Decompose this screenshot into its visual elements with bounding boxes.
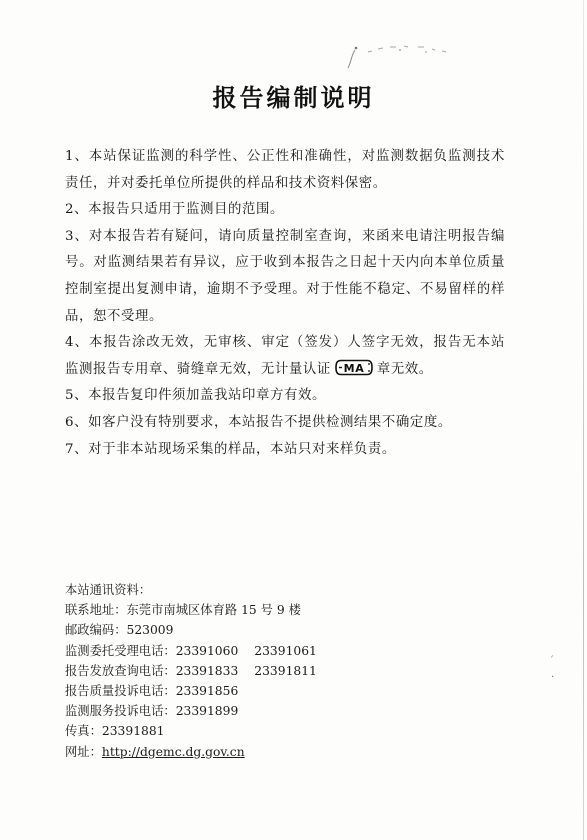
rule-item-4-text: 4、本报告涂改无效，无审核、审定（签发）人签字无效，报告无本站监测报告专用章、骑缝章无效，无计量认证 <box>65 335 505 377</box>
report-query-label: 报告发放查询电话： <box>65 663 176 678</box>
scan-edge-line <box>583 0 584 840</box>
postcode-label: 邮政编码： <box>65 623 127 638</box>
rule-item-7: 7、对于非本站现场采集的样品，本站只对来样负责。 <box>65 441 396 457</box>
scan-speck: ˊ <box>549 656 554 667</box>
address-value: 东莞市南城区体育路 15 号 9 楼 <box>126 603 301 618</box>
contact-quality-complaint-row <box>65 681 485 701</box>
commission-phone-2: 23391061 <box>254 643 317 658</box>
rule-item-3: 3、对本报告若有疑问，请向质量控制室查询，来函来电请注明报告编号。对监测结果若有异议，应于收到本报告之日起十天内向本单位质量控制室提出复测申请，逾期不予受理。对于性能不稳定、不易留样的样品，恕不受理。 <box>65 228 505 324</box>
report-query-phone-2: 23391811 <box>254 663 317 678</box>
rule-item-4-suffix: 章无效。 <box>376 361 433 377</box>
contact-commission-row <box>65 641 485 661</box>
scan-smudge-mark <box>338 38 468 78</box>
service-complaint-label: 监测服务投诉电话： <box>65 704 176 719</box>
quality-complaint-phone: 23391856 <box>175 684 239 699</box>
svg-text:MA: MA <box>343 361 365 375</box>
rule-item-4 <box>65 330 505 383</box>
fax-label: 传真： <box>65 724 102 739</box>
contact-address-row <box>65 600 485 620</box>
cma-certification-mark-icon <box>335 359 373 376</box>
page-title: 报告编制说明 <box>212 84 375 112</box>
rule-item-2: 2、本报告只适用于监测目的范围。 <box>65 202 284 218</box>
contact-report-query-row <box>65 661 485 681</box>
rules-list <box>65 144 505 463</box>
scan-speck: · <box>551 672 555 683</box>
contact-heading: 本站通讯资料： <box>65 583 152 597</box>
contact-fax-row <box>65 721 485 741</box>
rule-item-1: 1、本站保证监测的科学性、公正性和准确性，对监测数据负监测技术责任，并对委托单位所提供的样品和技术资料保密。 <box>65 149 505 191</box>
rule-item-5: 5、本报告复印件须加盖我站印章方有效。 <box>65 388 326 404</box>
contact-service-complaint-row <box>65 701 485 721</box>
service-complaint-phone: 23391899 <box>175 704 239 719</box>
contact-website-row <box>65 742 485 762</box>
contact-info <box>65 580 485 762</box>
postcode-value: 523009 <box>126 623 174 638</box>
fax-value: 23391881 <box>101 724 165 739</box>
commission-label: 监测委托受理电话： <box>65 643 176 658</box>
address-label: 联系地址： <box>65 603 127 618</box>
rule-item-6: 6、如客户没有特别要求，本站报告不提供检测结果不确定度。 <box>65 414 452 430</box>
commission-phone-1: 23391060 <box>175 643 239 658</box>
report-query-phone-1: 23391833 <box>175 663 239 678</box>
quality-complaint-label: 报告质量投诉电话： <box>65 684 176 699</box>
contact-postcode-row <box>65 620 485 640</box>
website-label: 网址： <box>65 744 102 759</box>
website-link[interactable]: http://dgemc.dg.gov.cn <box>101 744 245 759</box>
